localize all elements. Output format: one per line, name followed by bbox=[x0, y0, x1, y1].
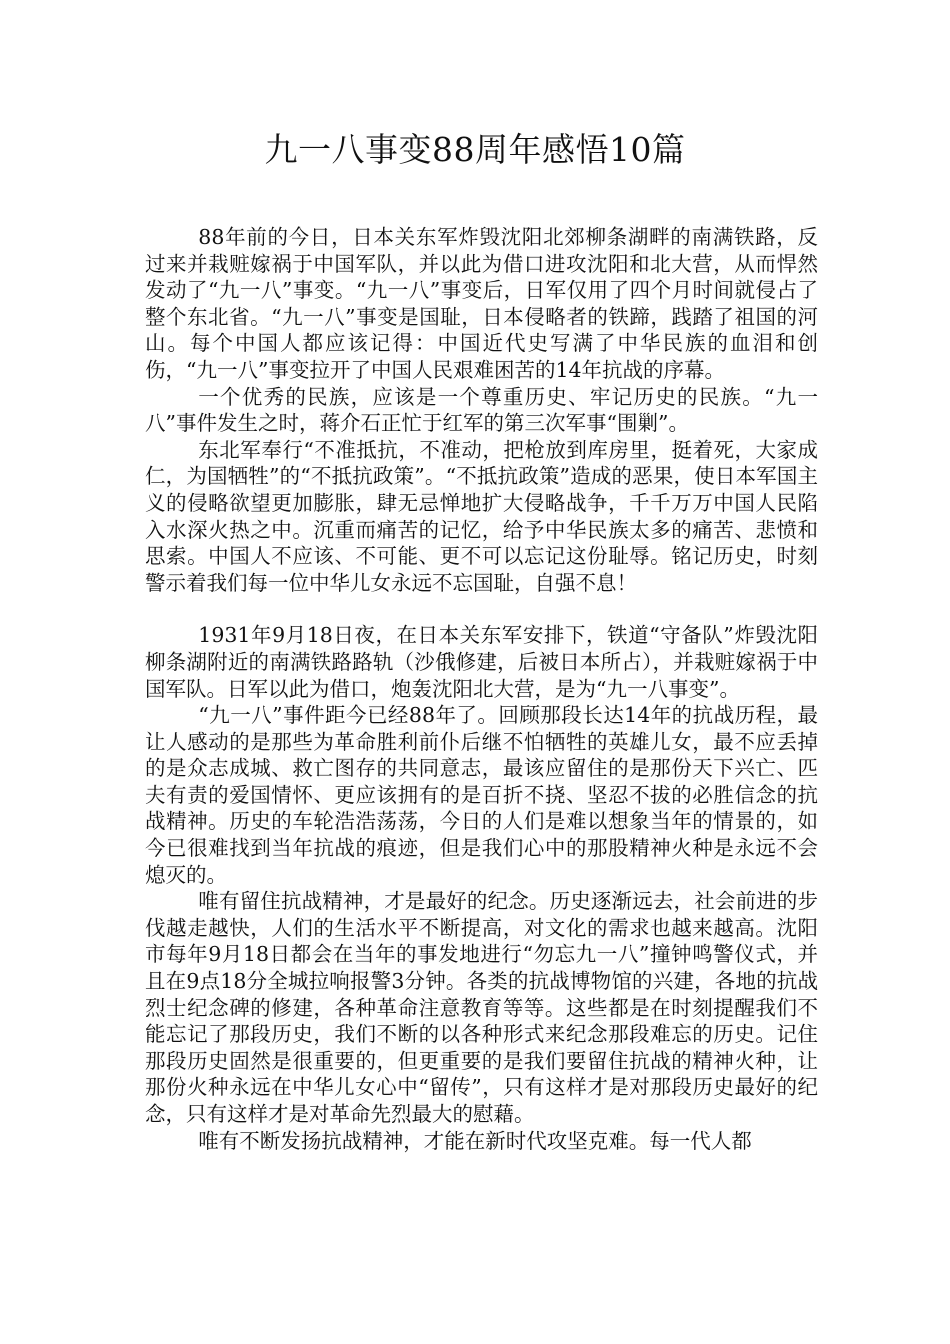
paragraph-4: 1931年9月18日夜，在日本关东军安排下，铁道“守备队”炸毁沈阳柳条湖附近的南满铁路路轨（沙俄修建，后被日本所占），并栽赃嫁祸于中国军队。日军以此为借口，炮轰沈阳北大营，是为“九一八事变”。 bbox=[145, 623, 818, 701]
document-body bbox=[145, 224, 818, 1154]
paragraph-2: 一个优秀的民族，应该是一个尊重历史、牢记历史的民族。“九一八”事件发生之时，蒋介石正忙于红军的第三次军事“围剿”。 bbox=[145, 384, 818, 436]
document-title: 九一八事变88周年感悟10篇 bbox=[264, 130, 686, 169]
paragraph-6: 唯有留住抗战精神，才是最好的纪念。历史逐渐远去，社会前进的步伐越走越快，人们的生活水平不断提高，对文化的需求也越来越高。沈阳市每年9月18日都会在当年的事发地进行“勿忘九一八”撞钟鸣警仪式，并且在9点18分全城拉响报警3分钟。各类的抗战博物馆的兴建，各地的抗战烈士纪念碑的修建，各种革命注意教育等等。这些都是在时刻提醒我们不能忘记了那段历史，我们不断的以各种形式来纪念那段难忘的历史。记住那段历史固然是很重要的，但更重要的是我们要留住抗战的精神火种，让那份火种永远在中华儿女心中“留传”，只有这样才是对那段历史最好的纪念，只有这样才是对革命先烈最大的慰藉。 bbox=[145, 889, 818, 1126]
paragraph-3: 东北军奉行“不准抵抗，不准动，把枪放到库房里，挺着死，大家成仁，为国牺牲”的“不抵抗政策”。“不抵抗政策”造成的恶果，使日本军国主义的侵略欲望更加膨胀，肆无忌惮地扩大侵略战争，千千万万中国人民陷入水深火热之中。沉重而痛苦的记忆，给予中华民族太多的痛苦、悲愤和思索。中国人不应该、不可能、更不可以忘记这份耻辱。铭记历史，时刻警示着我们每一位中华儿女永远不忘国耻，自强不息！ bbox=[145, 437, 818, 595]
paragraph-7: 唯有不断发扬抗战精神，才能在新时代攻坚克难。每一代人都 bbox=[198, 1128, 752, 1153]
paragraph-1: 88年前的今日，日本关东军炸毁沈阳北郊柳条湖畔的南满铁路，反过来并栽赃嫁祸于中国军队，并以此为借口进攻沈阳和北大营，从而悍然发动了“九一八”事变。“九一八”事变后，日军仅用了四个月时间就侵占了整个东北省。“九一八”事变是国耻，日本侵略者的铁蹄，践踏了祖国的河山。每个中国人都应该记得：中国近代史写满了中华民族的血泪和创伤，“九一八”事变拉开了中国人民艰难困苦的14年抗战的序幕。 bbox=[145, 225, 818, 382]
paragraph-5: “九一八”事件距今已经88年了。回顾那段长达14年的抗战历程，最让人感动的是那些为革命胜利前仆后继不怕牺牲的英雄儿女，最不应丢掉的是众志成城、救亡图存的共同意志，最该应留住的是那份天下兴亡、匹夫有责的爱国情怀、更应该拥有的是百折不挠、坚忍不拔的必胜信念的抗战精神。历史的车轮浩浩荡荡，今日的人们是难以想象当年的情景的，如今已很难找到当年抗战的痕迹，但是我们心中的那股精神火种是永远不会熄灭的。 bbox=[145, 703, 818, 887]
